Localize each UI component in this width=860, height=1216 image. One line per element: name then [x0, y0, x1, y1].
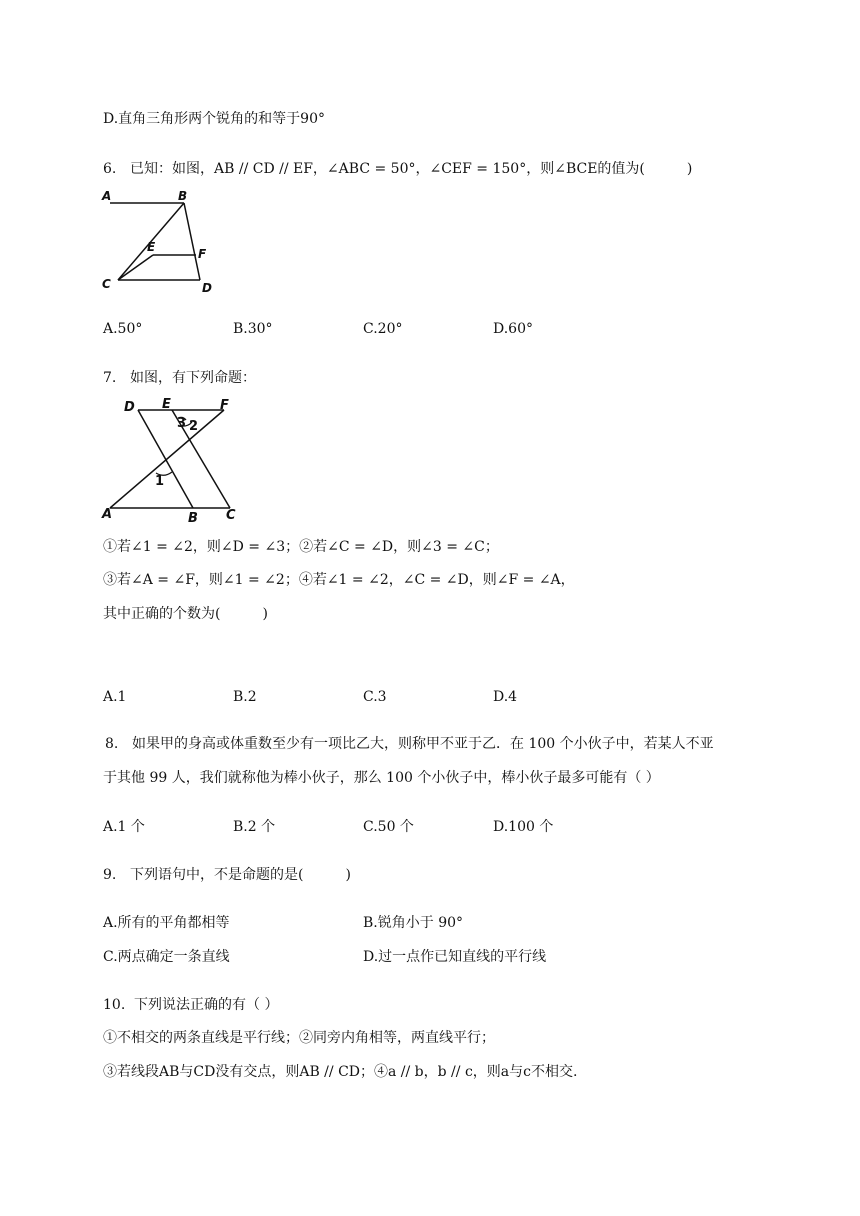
q10-number: 10. — [103, 997, 126, 1013]
q6-stem: 已知：如图，AB // CD // EF，∠ABC = 50°，∠CEF = 150°，则∠BCE的值为( ) — [130, 161, 693, 177]
q9-option-d[interactable]: D.过一点作已知直线的平行线 — [363, 949, 547, 965]
q10-statements-line2: ③若线段AB与CD没有交点，则AB // CD；④a // b，b // c，则a与c不相交. — [103, 1064, 578, 1080]
q6-figure — [100, 188, 220, 298]
q7-propositions-line2: ③若∠A = ∠F，则∠1 = ∠2；④若∠1 = ∠2，∠C = ∠D，则∠F = ∠A， — [103, 572, 575, 588]
q8-stem-line2: 于其他 99 人，我们就称他为棒小伙子，那么 100 个小伙子中，棒小伙子最多可能有（ ） — [103, 770, 660, 786]
q6-number: 6. — [103, 161, 117, 177]
q6-label-b: B — [178, 189, 188, 203]
q7-stem: 如图，有下列命题： — [130, 370, 256, 386]
q9-option-c[interactable]: C.两点确定一条直线 — [103, 949, 230, 965]
q7-label-3: 3 — [177, 416, 187, 431]
q6-label-e: E — [147, 240, 156, 254]
q8-stem-line1: 如果甲的身高或体重数至少有一项比乙大，则称甲不亚于乙．在 100 个小伙子中，若某人不亚 — [132, 736, 714, 752]
q7-option-a[interactable]: A.1 — [103, 689, 127, 705]
q7-option-b[interactable]: B.2 — [233, 689, 257, 705]
q6-option-a[interactable]: A.50° — [103, 321, 143, 337]
q6-label-f: F — [198, 247, 207, 261]
q7-option-c[interactable]: C.3 — [363, 689, 387, 705]
q7-number: 7. — [103, 370, 117, 386]
q8-option-c[interactable]: C.50 个 — [363, 819, 414, 835]
q6-label-c: C — [102, 277, 111, 291]
q7-label-c: C — [226, 508, 236, 523]
q6-option-d[interactable]: D.60° — [493, 321, 533, 337]
q7-question: 其中正确的个数为( ) — [103, 606, 268, 622]
q9-option-b[interactable]: B.锐角小于 90° — [363, 915, 464, 931]
q7-label-e: E — [162, 397, 171, 412]
q7-label-f: F — [220, 398, 229, 413]
q7-option-d[interactable]: D.4 — [493, 689, 518, 705]
q10-statements-line1: ①不相交的两条直线是平行线；②同旁内角相等，两直线平行； — [103, 1030, 495, 1046]
q6-label-a: A — [102, 189, 112, 203]
prev-option-d: D.直角三角形两个锐角的和等于90° — [103, 111, 325, 127]
q8-number: 8. — [105, 736, 119, 752]
q7-label-2: 2 — [189, 419, 199, 434]
q7-label-d: D — [124, 400, 135, 415]
q8-option-b[interactable]: B.2 个 — [233, 819, 276, 835]
q6-option-c[interactable]: C.20° — [363, 321, 403, 337]
q8-option-a[interactable]: A.1 个 — [103, 819, 145, 835]
q7-figure — [100, 396, 245, 526]
q10-stem: 下列说法正确的有（ ） — [134, 997, 279, 1013]
q6-option-b[interactable]: B.30° — [233, 321, 273, 337]
q9-stem: 下列语句中，不是命题的是( ) — [130, 867, 351, 883]
q9-option-a[interactable]: A.所有的平角都相等 — [103, 915, 230, 931]
q7-label-1: 1 — [155, 474, 165, 489]
q9-number: 9. — [103, 867, 117, 883]
q8-option-d[interactable]: D.100 个 — [493, 819, 554, 835]
q7-label-b: B — [188, 511, 198, 526]
q7-propositions-line1: ①若∠1 = ∠2，则∠D = ∠3；②若∠C = ∠D，则∠3 = ∠C； — [103, 539, 499, 555]
q6-label-d: D — [202, 281, 212, 295]
q7-label-a: A — [102, 507, 113, 522]
